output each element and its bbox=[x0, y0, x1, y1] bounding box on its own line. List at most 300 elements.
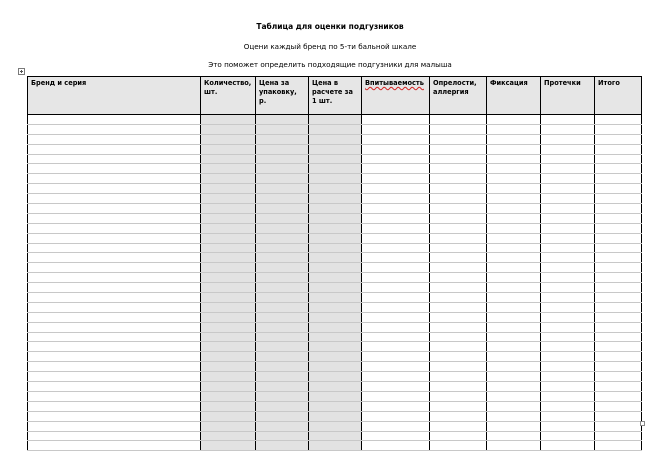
table-cell[interactable] bbox=[541, 352, 595, 362]
table-cell[interactable] bbox=[201, 273, 256, 283]
table-cell[interactable] bbox=[201, 322, 256, 332]
table-move-handle-icon[interactable] bbox=[18, 68, 25, 75]
table-cell[interactable] bbox=[362, 253, 430, 263]
table-cell[interactable] bbox=[487, 174, 541, 184]
table-cell[interactable] bbox=[28, 332, 201, 342]
table-cell[interactable] bbox=[487, 204, 541, 214]
table-cell[interactable] bbox=[28, 115, 201, 125]
table-cell[interactable] bbox=[201, 332, 256, 342]
table-cell[interactable] bbox=[430, 372, 487, 382]
table-cell[interactable] bbox=[487, 421, 541, 431]
table-cell[interactable] bbox=[362, 342, 430, 352]
table-cell[interactable] bbox=[309, 342, 362, 352]
table-cell[interactable] bbox=[256, 401, 309, 411]
table-cell[interactable] bbox=[309, 312, 362, 322]
table-cell[interactable] bbox=[309, 263, 362, 273]
table-cell[interactable] bbox=[541, 174, 595, 184]
table-cell[interactable] bbox=[541, 283, 595, 293]
table-cell[interactable] bbox=[256, 382, 309, 392]
table-cell[interactable] bbox=[487, 332, 541, 342]
table-cell[interactable] bbox=[595, 253, 642, 263]
table-cell[interactable] bbox=[541, 411, 595, 421]
table-cell[interactable] bbox=[309, 204, 362, 214]
table-cell[interactable] bbox=[541, 312, 595, 322]
table-cell[interactable] bbox=[362, 362, 430, 372]
table-cell[interactable] bbox=[430, 342, 487, 352]
table-cell[interactable] bbox=[430, 233, 487, 243]
table-cell[interactable] bbox=[362, 223, 430, 233]
table-cell[interactable] bbox=[309, 174, 362, 184]
table-cell[interactable] bbox=[362, 332, 430, 342]
table-cell[interactable] bbox=[430, 411, 487, 421]
table-cell[interactable] bbox=[487, 302, 541, 312]
table-cell[interactable] bbox=[201, 204, 256, 214]
table-cell[interactable] bbox=[362, 312, 430, 322]
table-cell[interactable] bbox=[28, 154, 201, 164]
table-cell[interactable] bbox=[541, 204, 595, 214]
table-cell[interactable] bbox=[430, 154, 487, 164]
table-cell[interactable] bbox=[256, 144, 309, 154]
table-cell[interactable] bbox=[541, 441, 595, 451]
header-rash-allergy[interactable] bbox=[430, 77, 487, 115]
table-cell[interactable] bbox=[362, 411, 430, 421]
table-cell[interactable] bbox=[201, 174, 256, 184]
table-cell[interactable] bbox=[430, 223, 487, 233]
table-cell[interactable] bbox=[309, 213, 362, 223]
table-cell[interactable] bbox=[430, 352, 487, 362]
table-cell[interactable] bbox=[201, 293, 256, 303]
table-cell[interactable] bbox=[362, 263, 430, 273]
table-cell[interactable] bbox=[256, 302, 309, 312]
table-cell[interactable] bbox=[541, 342, 595, 352]
table-cell[interactable] bbox=[362, 233, 430, 243]
table-cell[interactable] bbox=[541, 243, 595, 253]
table-cell[interactable] bbox=[362, 144, 430, 154]
table-cell[interactable] bbox=[362, 115, 430, 125]
table-cell[interactable] bbox=[430, 253, 487, 263]
table-cell[interactable] bbox=[201, 382, 256, 392]
table-cell[interactable] bbox=[256, 243, 309, 253]
table-cell[interactable] bbox=[595, 362, 642, 372]
table-cell[interactable] bbox=[309, 293, 362, 303]
table-cell[interactable] bbox=[430, 302, 487, 312]
table-cell[interactable] bbox=[362, 204, 430, 214]
table-cell[interactable] bbox=[309, 233, 362, 243]
table-cell[interactable] bbox=[28, 124, 201, 134]
table-cell[interactable] bbox=[256, 115, 309, 125]
table-cell[interactable] bbox=[201, 411, 256, 421]
table-cell[interactable] bbox=[430, 332, 487, 342]
table-cell[interactable] bbox=[595, 134, 642, 144]
table-cell[interactable] bbox=[28, 352, 201, 362]
table-cell[interactable] bbox=[541, 194, 595, 204]
table-cell[interactable] bbox=[28, 213, 201, 223]
table-cell[interactable] bbox=[309, 194, 362, 204]
table-cell[interactable] bbox=[362, 382, 430, 392]
table-cell[interactable] bbox=[487, 382, 541, 392]
table-cell[interactable] bbox=[487, 233, 541, 243]
table-cell[interactable] bbox=[487, 213, 541, 223]
table-cell[interactable] bbox=[256, 421, 309, 431]
table-cell[interactable] bbox=[309, 134, 362, 144]
table-cell[interactable] bbox=[430, 401, 487, 411]
table-cell[interactable] bbox=[28, 194, 201, 204]
table-cell[interactable] bbox=[362, 441, 430, 451]
table-cell[interactable] bbox=[309, 302, 362, 312]
table-cell[interactable] bbox=[362, 293, 430, 303]
table-cell[interactable] bbox=[28, 283, 201, 293]
table-cell[interactable] bbox=[256, 213, 309, 223]
table-cell[interactable] bbox=[430, 124, 487, 134]
table-cell[interactable] bbox=[362, 184, 430, 194]
table-cell[interactable] bbox=[362, 322, 430, 332]
table-cell[interactable] bbox=[541, 213, 595, 223]
table-cell[interactable] bbox=[201, 352, 256, 362]
table-cell[interactable] bbox=[201, 124, 256, 134]
table-cell[interactable] bbox=[541, 144, 595, 154]
table-cell[interactable] bbox=[541, 362, 595, 372]
table-cell[interactable] bbox=[430, 194, 487, 204]
table-cell[interactable] bbox=[256, 124, 309, 134]
header-total[interactable] bbox=[595, 77, 642, 115]
table-cell[interactable] bbox=[430, 144, 487, 154]
table-cell[interactable] bbox=[201, 253, 256, 263]
table-cell[interactable] bbox=[487, 372, 541, 382]
table-cell[interactable] bbox=[256, 411, 309, 421]
table-cell[interactable] bbox=[28, 342, 201, 352]
table-cell[interactable] bbox=[430, 184, 487, 194]
table-cell[interactable] bbox=[201, 144, 256, 154]
table-cell[interactable] bbox=[541, 263, 595, 273]
table-cell[interactable] bbox=[541, 115, 595, 125]
table-cell[interactable] bbox=[430, 421, 487, 431]
header-absorbency[interactable] bbox=[362, 77, 430, 115]
header-fixation[interactable] bbox=[487, 77, 541, 115]
table-cell[interactable] bbox=[256, 352, 309, 362]
table-cell[interactable] bbox=[201, 441, 256, 451]
table-cell[interactable] bbox=[28, 441, 201, 451]
table-cell[interactable] bbox=[541, 302, 595, 312]
table-cell[interactable] bbox=[595, 411, 642, 421]
table-cell[interactable] bbox=[430, 441, 487, 451]
table-cell[interactable] bbox=[430, 322, 487, 332]
table-cell[interactable] bbox=[595, 391, 642, 401]
table-cell[interactable] bbox=[595, 322, 642, 332]
table-cell[interactable] bbox=[595, 223, 642, 233]
table-cell[interactable] bbox=[430, 293, 487, 303]
table-cell[interactable] bbox=[541, 293, 595, 303]
table-cell[interactable] bbox=[487, 243, 541, 253]
table-cell[interactable] bbox=[595, 204, 642, 214]
table-cell[interactable] bbox=[541, 372, 595, 382]
table-cell[interactable] bbox=[362, 302, 430, 312]
table-cell[interactable] bbox=[201, 342, 256, 352]
table-cell[interactable] bbox=[487, 411, 541, 421]
table-cell[interactable] bbox=[256, 391, 309, 401]
table-cell[interactable] bbox=[201, 134, 256, 144]
table-cell[interactable] bbox=[201, 372, 256, 382]
table-cell[interactable] bbox=[28, 253, 201, 263]
table-cell[interactable] bbox=[430, 243, 487, 253]
table-cell[interactable] bbox=[541, 233, 595, 243]
table-cell[interactable] bbox=[430, 362, 487, 372]
table-cell[interactable] bbox=[430, 382, 487, 392]
table-cell[interactable] bbox=[487, 194, 541, 204]
header-unit-price[interactable] bbox=[309, 77, 362, 115]
table-cell[interactable] bbox=[28, 263, 201, 273]
table-cell[interactable] bbox=[201, 263, 256, 273]
table-cell[interactable] bbox=[362, 174, 430, 184]
table-cell[interactable] bbox=[309, 322, 362, 332]
table-cell[interactable] bbox=[595, 263, 642, 273]
table-cell[interactable] bbox=[595, 302, 642, 312]
table-cell[interactable] bbox=[595, 283, 642, 293]
table-cell[interactable] bbox=[309, 421, 362, 431]
table-cell[interactable] bbox=[256, 273, 309, 283]
header-pack-price[interactable] bbox=[256, 77, 309, 115]
table-cell[interactable] bbox=[487, 154, 541, 164]
table-cell[interactable] bbox=[201, 164, 256, 174]
table-cell[interactable] bbox=[487, 352, 541, 362]
table-cell[interactable] bbox=[487, 273, 541, 283]
table-cell[interactable] bbox=[28, 322, 201, 332]
table-cell[interactable] bbox=[595, 194, 642, 204]
table-cell[interactable] bbox=[362, 243, 430, 253]
table-cell[interactable] bbox=[309, 243, 362, 253]
table-cell[interactable] bbox=[362, 194, 430, 204]
table-cell[interactable] bbox=[487, 362, 541, 372]
table-cell[interactable] bbox=[430, 134, 487, 144]
table-cell[interactable] bbox=[256, 441, 309, 451]
table-cell[interactable] bbox=[487, 441, 541, 451]
table-cell[interactable] bbox=[362, 391, 430, 401]
table-cell[interactable] bbox=[541, 382, 595, 392]
header-leaks[interactable] bbox=[541, 77, 595, 115]
table-cell[interactable] bbox=[201, 362, 256, 372]
table-cell[interactable] bbox=[541, 401, 595, 411]
table-cell[interactable] bbox=[487, 184, 541, 194]
table-cell[interactable] bbox=[541, 223, 595, 233]
table-cell[interactable] bbox=[201, 184, 256, 194]
table-cell[interactable] bbox=[595, 332, 642, 342]
table-cell[interactable] bbox=[362, 164, 430, 174]
table-cell[interactable] bbox=[28, 184, 201, 194]
table-cell[interactable] bbox=[256, 174, 309, 184]
table-cell[interactable] bbox=[256, 134, 309, 144]
table-cell[interactable] bbox=[309, 283, 362, 293]
table-cell[interactable] bbox=[309, 184, 362, 194]
table-cell[interactable] bbox=[28, 134, 201, 144]
table-cell[interactable] bbox=[430, 263, 487, 273]
table-cell[interactable] bbox=[541, 332, 595, 342]
table-cell[interactable] bbox=[256, 293, 309, 303]
table-cell[interactable] bbox=[309, 352, 362, 362]
table-cell[interactable] bbox=[201, 154, 256, 164]
table-cell[interactable] bbox=[595, 372, 642, 382]
table-cell[interactable] bbox=[201, 302, 256, 312]
table-cell[interactable] bbox=[309, 332, 362, 342]
table-cell[interactable] bbox=[487, 322, 541, 332]
table-cell[interactable] bbox=[595, 184, 642, 194]
table-cell[interactable] bbox=[487, 342, 541, 352]
table-cell[interactable] bbox=[309, 115, 362, 125]
table-cell[interactable] bbox=[28, 174, 201, 184]
table-cell[interactable] bbox=[595, 124, 642, 134]
table-cell[interactable] bbox=[595, 174, 642, 184]
table-cell[interactable] bbox=[256, 283, 309, 293]
table-cell[interactable] bbox=[595, 382, 642, 392]
table-cell[interactable] bbox=[256, 263, 309, 273]
table-cell[interactable] bbox=[541, 154, 595, 164]
table-cell[interactable] bbox=[430, 283, 487, 293]
table-cell[interactable] bbox=[28, 223, 201, 233]
table-cell[interactable] bbox=[256, 194, 309, 204]
table-cell[interactable] bbox=[201, 312, 256, 322]
table-cell[interactable] bbox=[309, 382, 362, 392]
table-cell[interactable] bbox=[595, 164, 642, 174]
table-cell[interactable] bbox=[595, 312, 642, 322]
table-cell[interactable] bbox=[28, 312, 201, 322]
table-cell[interactable] bbox=[487, 293, 541, 303]
table-cell[interactable] bbox=[201, 233, 256, 243]
table-cell[interactable] bbox=[541, 273, 595, 283]
table-cell[interactable] bbox=[309, 273, 362, 283]
table-cell[interactable] bbox=[595, 115, 642, 125]
table-cell[interactable] bbox=[595, 352, 642, 362]
table-cell[interactable] bbox=[309, 223, 362, 233]
table-cell[interactable] bbox=[487, 164, 541, 174]
table-cell[interactable] bbox=[256, 204, 309, 214]
table-cell[interactable] bbox=[256, 332, 309, 342]
table-cell[interactable] bbox=[28, 164, 201, 174]
table-cell[interactable] bbox=[201, 391, 256, 401]
header-quantity[interactable] bbox=[201, 77, 256, 115]
table-cell[interactable] bbox=[595, 401, 642, 411]
table-cell[interactable] bbox=[28, 273, 201, 283]
table-cell[interactable] bbox=[256, 253, 309, 263]
table-cell[interactable] bbox=[28, 293, 201, 303]
table-cell[interactable] bbox=[28, 302, 201, 312]
table-cell[interactable] bbox=[28, 391, 201, 401]
table-cell[interactable] bbox=[201, 223, 256, 233]
header-brand[interactable] bbox=[28, 77, 201, 115]
table-cell[interactable] bbox=[256, 322, 309, 332]
table-cell[interactable] bbox=[256, 342, 309, 352]
table-cell[interactable] bbox=[309, 124, 362, 134]
table-cell[interactable] bbox=[256, 372, 309, 382]
table-cell[interactable] bbox=[256, 184, 309, 194]
table-cell[interactable] bbox=[309, 411, 362, 421]
table-cell[interactable] bbox=[309, 401, 362, 411]
table-cell[interactable] bbox=[487, 223, 541, 233]
table-cell[interactable] bbox=[28, 204, 201, 214]
table-cell[interactable] bbox=[28, 411, 201, 421]
table-cell[interactable] bbox=[201, 213, 256, 223]
table-cell[interactable] bbox=[201, 194, 256, 204]
table-cell[interactable] bbox=[309, 441, 362, 451]
table-cell[interactable] bbox=[541, 421, 595, 431]
table-cell[interactable] bbox=[28, 362, 201, 372]
table-cell[interactable] bbox=[362, 421, 430, 431]
table-cell[interactable] bbox=[309, 362, 362, 372]
table-cell[interactable] bbox=[362, 213, 430, 223]
table-cell[interactable] bbox=[430, 273, 487, 283]
table-cell[interactable] bbox=[309, 372, 362, 382]
table-cell[interactable] bbox=[28, 382, 201, 392]
table-cell[interactable] bbox=[201, 243, 256, 253]
table-cell[interactable] bbox=[430, 391, 487, 401]
table-cell[interactable] bbox=[541, 322, 595, 332]
table-cell[interactable] bbox=[362, 401, 430, 411]
table-cell[interactable] bbox=[595, 243, 642, 253]
table-cell[interactable] bbox=[309, 391, 362, 401]
table-cell[interactable] bbox=[362, 372, 430, 382]
table-cell[interactable] bbox=[256, 154, 309, 164]
table-cell[interactable] bbox=[487, 283, 541, 293]
table-cell[interactable] bbox=[430, 115, 487, 125]
table-cell[interactable] bbox=[256, 312, 309, 322]
table-cell[interactable] bbox=[487, 134, 541, 144]
table-resize-handle-icon[interactable] bbox=[640, 421, 645, 426]
table-cell[interactable] bbox=[201, 421, 256, 431]
table-cell[interactable] bbox=[595, 233, 642, 243]
table-cell[interactable] bbox=[487, 401, 541, 411]
table-cell[interactable] bbox=[362, 124, 430, 134]
table-cell[interactable] bbox=[309, 253, 362, 263]
table-cell[interactable] bbox=[430, 213, 487, 223]
table-cell[interactable] bbox=[256, 362, 309, 372]
table-cell[interactable] bbox=[309, 164, 362, 174]
table-cell[interactable] bbox=[430, 164, 487, 174]
table-cell[interactable] bbox=[541, 134, 595, 144]
table-cell[interactable] bbox=[28, 144, 201, 154]
table-cell[interactable] bbox=[362, 273, 430, 283]
table-cell[interactable] bbox=[487, 263, 541, 273]
table-cell[interactable] bbox=[430, 204, 487, 214]
table-cell[interactable] bbox=[595, 293, 642, 303]
table-cell[interactable] bbox=[256, 164, 309, 174]
table-cell[interactable] bbox=[362, 134, 430, 144]
table-cell[interactable] bbox=[309, 144, 362, 154]
table-cell[interactable] bbox=[487, 144, 541, 154]
table-cell[interactable] bbox=[487, 391, 541, 401]
table-cell[interactable] bbox=[541, 184, 595, 194]
table-cell[interactable] bbox=[541, 253, 595, 263]
table-cell[interactable] bbox=[201, 115, 256, 125]
table-cell[interactable] bbox=[28, 372, 201, 382]
table-cell[interactable] bbox=[28, 421, 201, 431]
table-cell[interactable] bbox=[595, 421, 642, 431]
table-cell[interactable] bbox=[541, 164, 595, 174]
table-cell[interactable] bbox=[595, 213, 642, 223]
table-cell[interactable] bbox=[487, 312, 541, 322]
table-cell[interactable] bbox=[201, 401, 256, 411]
table-cell[interactable] bbox=[430, 174, 487, 184]
table-cell[interactable] bbox=[309, 154, 362, 164]
table-cell[interactable] bbox=[487, 253, 541, 263]
table-cell[interactable] bbox=[595, 144, 642, 154]
table-cell[interactable] bbox=[487, 115, 541, 125]
table-cell[interactable] bbox=[487, 124, 541, 134]
table-cell[interactable] bbox=[201, 283, 256, 293]
table-cell[interactable] bbox=[541, 391, 595, 401]
table-cell[interactable] bbox=[362, 154, 430, 164]
table-cell[interactable] bbox=[28, 233, 201, 243]
table-cell[interactable] bbox=[595, 441, 642, 451]
table-cell[interactable] bbox=[28, 243, 201, 253]
table-cell[interactable] bbox=[362, 352, 430, 362]
table-cell[interactable] bbox=[595, 342, 642, 352]
